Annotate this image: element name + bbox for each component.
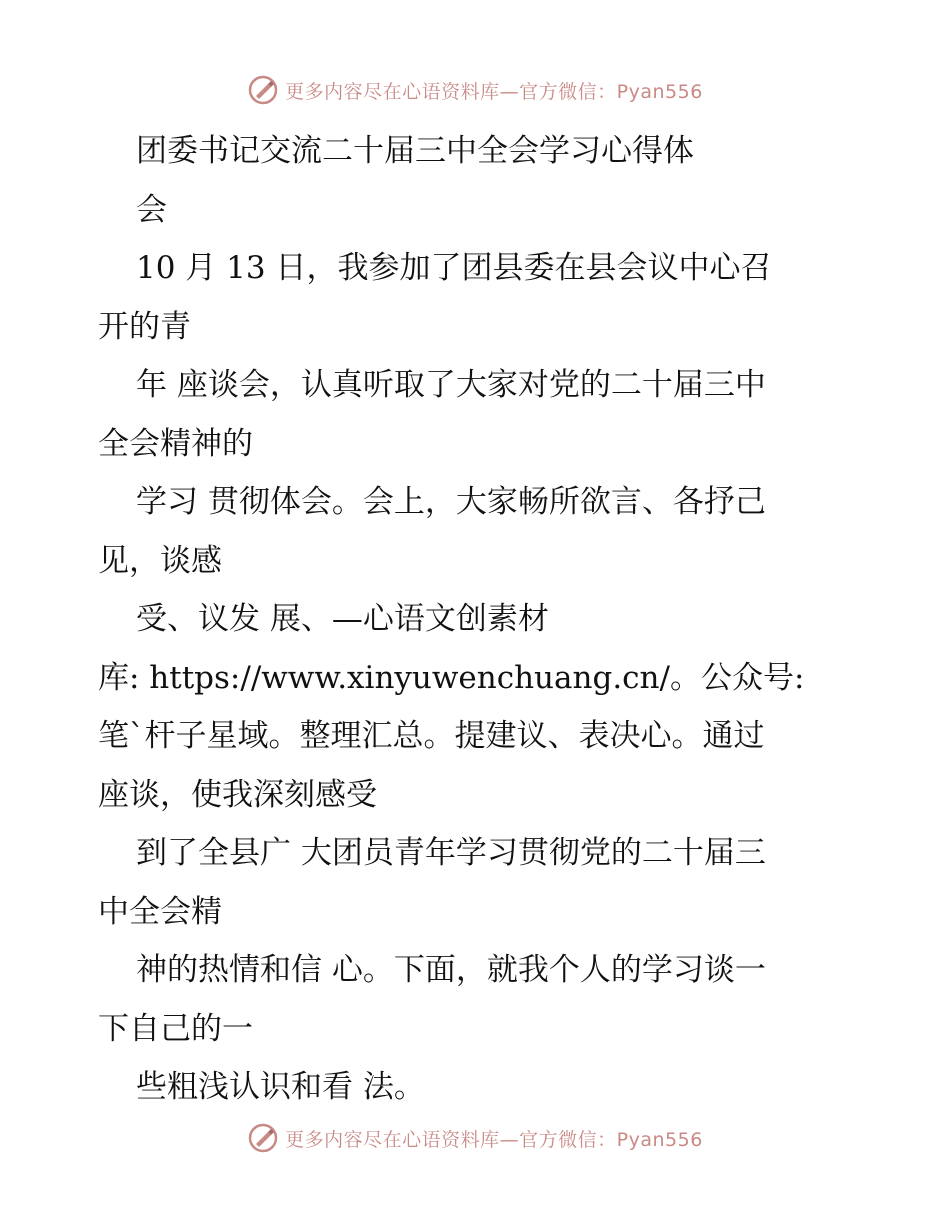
doc-line: 学习 贯彻体会。会上，大家畅所欲言、各抒己 (136, 484, 766, 520)
doc-line: 开的青 (98, 308, 191, 345)
doc-line: 受、议发 展、—心语文创素材 (136, 601, 549, 637)
doc-line: 神的热情和信 心。下面，就我个人的学习谈一 (136, 952, 766, 988)
doc-line: 笔`杆子星域。整理汇总。提建议、表决心。通过 (98, 718, 765, 754)
pen-circle-logo-icon (247, 74, 279, 106)
doc-line: 全会精神的 (98, 425, 253, 462)
header-watermark (0, 70, 950, 110)
doc-line: 团委书记交流二十届三中全会学习心得体 (136, 133, 694, 169)
doc-line: 中全会精 (98, 893, 222, 930)
document-body (98, 122, 838, 1117)
doc-line: 10 月 13 日，我参加了团县委在县会议中心召 (136, 250, 772, 286)
doc-line: 些粗浅认识和看 法。 (136, 1069, 425, 1105)
doc-line: 下自己的一 (98, 1010, 253, 1047)
doc-line: 年 座谈会，认真听取了大家对党的二十届三中 (136, 367, 766, 403)
pen-circle-logo-icon (247, 1122, 279, 1154)
footer-watermark (0, 1118, 950, 1158)
doc-line: 见，谈感 (98, 542, 222, 579)
doc-line: 库: https://www.xinyuwenchuang.cn/。公众号: (98, 659, 805, 696)
doc-line: 会 (136, 191, 167, 228)
doc-line: 座谈，使我深刻感受 (98, 776, 377, 813)
doc-line: 到了全县广 大团员青年学习贯彻党的二十届三 (136, 835, 766, 871)
watermark-text: 更多内容尽在心语资料库—官方微信：Pyan556 (285, 80, 703, 103)
watermark-text: 更多内容尽在心语资料库—官方微信：Pyan556 (285, 1128, 703, 1151)
